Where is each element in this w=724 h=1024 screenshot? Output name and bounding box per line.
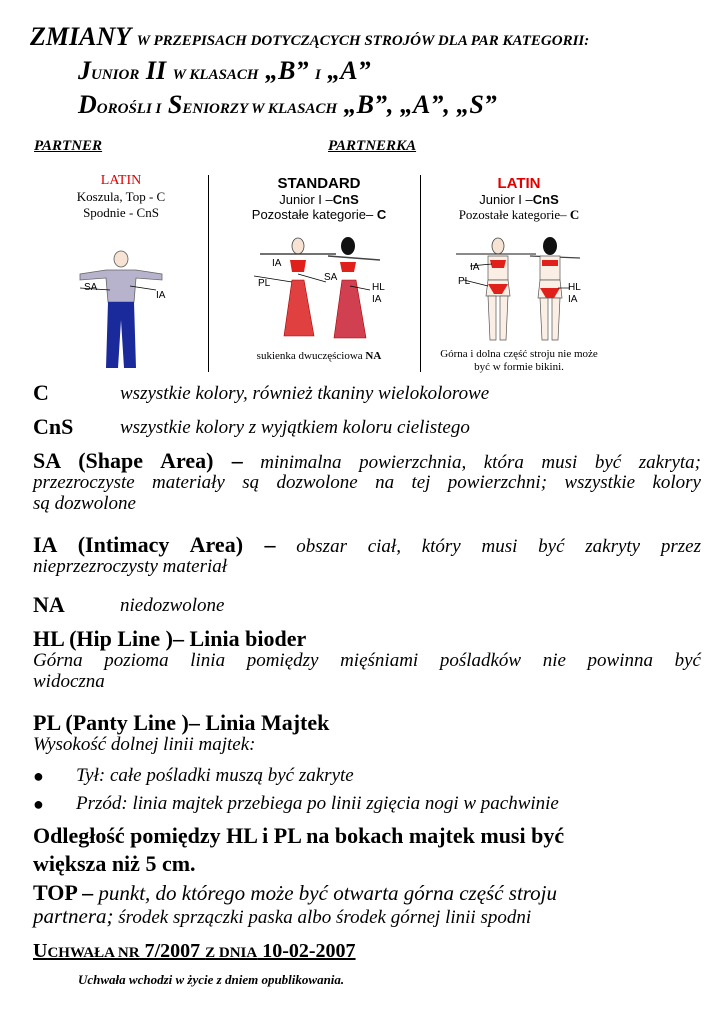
def-hl: HL (Hip Line )– Linia bioder Górna pozioma linia pomiędzy mięśniami pośladków nie powinna być widoczna xyxy=(33,626,701,692)
latin-label-ia: IA xyxy=(470,262,480,273)
standard-line-2: Pozostałe kategorie– C xyxy=(251,207,387,222)
resolution-title: UCHWAŁA NR 7/2007 Z DNIA 10-02-2007 xyxy=(33,940,356,962)
standard-figure-block xyxy=(224,175,414,222)
partnerka-header: PARTNERKA xyxy=(328,138,417,154)
latin-caption: Górna i dolna część stroju nie może być w formie bikini. xyxy=(440,348,598,373)
title-line-1: ZMIANY W PRZEPISACH DOTYCZĄCYCH STROJÓW DLA PAR KATEGORII: xyxy=(30,22,590,51)
latin-title: LATIN xyxy=(497,175,541,192)
bullet-2: ● xyxy=(33,794,44,814)
latin-figure-block xyxy=(424,175,614,223)
title-line-2: JUNIOR II W KLASACH „B” I „A” xyxy=(78,56,371,85)
latin-line-2: Pozostałe kategorie– C xyxy=(458,207,580,222)
def-pl: PL (Panty Line )– Linia Majtek Wysokość dolnej linii majtek: xyxy=(33,710,330,755)
standard-title: STANDARD xyxy=(277,175,361,192)
partner-figure-block xyxy=(46,173,196,221)
partner-line-2: Spodnie - CnS xyxy=(83,205,159,220)
def-ia: IA (Intimacy Area) – obszar ciał, który musi być zakryty przez nieprzezroczysty materiał xyxy=(33,532,701,577)
latin-label-ia-back: IA xyxy=(568,294,578,305)
pl-bullet-1: Tył: całe pośladki muszą być zakryte xyxy=(76,765,354,786)
def-top: TOP – punkt, do którego może być otwarta górna część stroju partnera; środek sprzączki paska albo środek górnej linii spodni xyxy=(33,880,558,928)
standard-label-ia-back: IA xyxy=(372,294,382,305)
def-na: NA niedozwolone xyxy=(33,592,225,617)
standard-label-pl: PL xyxy=(258,278,271,289)
resolution-note: Uchwała wchodzi w życie z dniem opublikowania. xyxy=(78,972,345,987)
bullet-1: ● xyxy=(33,766,44,786)
partner-label-sa: SA xyxy=(84,282,98,293)
standard-caption: sukienka dwuczęściowa NA xyxy=(256,350,382,362)
standard-label-hl: HL xyxy=(372,282,385,293)
def-cns: CnS wszystkie kolory z wyjątkiem koloru cielistego xyxy=(33,414,470,439)
divider-2 xyxy=(420,175,421,372)
pl-bullet-2: Przód: linia majtek przebiega po linii zgięcia nogi w pachwinie xyxy=(76,793,559,814)
def-c: C wszystkie kolory, również tkaniny wielokolorowe xyxy=(33,380,490,405)
partner-header: PARTNER xyxy=(34,138,103,154)
divider-1 xyxy=(208,175,209,372)
standard-label-sa: SA xyxy=(324,272,338,283)
latin-line-1: Junior I –CnS xyxy=(479,192,559,207)
title-line-3: DOROŚLI I SENIORZY W KLASACH „B”, „A”, „S” xyxy=(78,90,497,119)
partner-line-1: Koszula, Top - C xyxy=(76,189,166,204)
standard-line-1: Junior I –CnS xyxy=(279,192,359,207)
partner-label-ia: IA xyxy=(156,290,166,301)
latin-label-hl: HL xyxy=(568,282,581,293)
partner-illustration xyxy=(66,250,176,372)
standard-label-ia: IA xyxy=(272,258,282,269)
standard-illustration xyxy=(240,236,390,348)
def-sa: SA (Shape Area) – minimalna powierzchnia, która musi być zakryta; przezroczyste materiały są dozwolone na tej powierzchni; wszystkie kolory są dozwolone xyxy=(33,448,701,514)
partner-latin-title: LATIN xyxy=(100,173,142,188)
latin-label-pl: PL xyxy=(458,276,471,287)
def-distance: Odległość pomiędzy HL i PL na bokach majtek musi być większa niż 5 cm. xyxy=(33,823,565,876)
